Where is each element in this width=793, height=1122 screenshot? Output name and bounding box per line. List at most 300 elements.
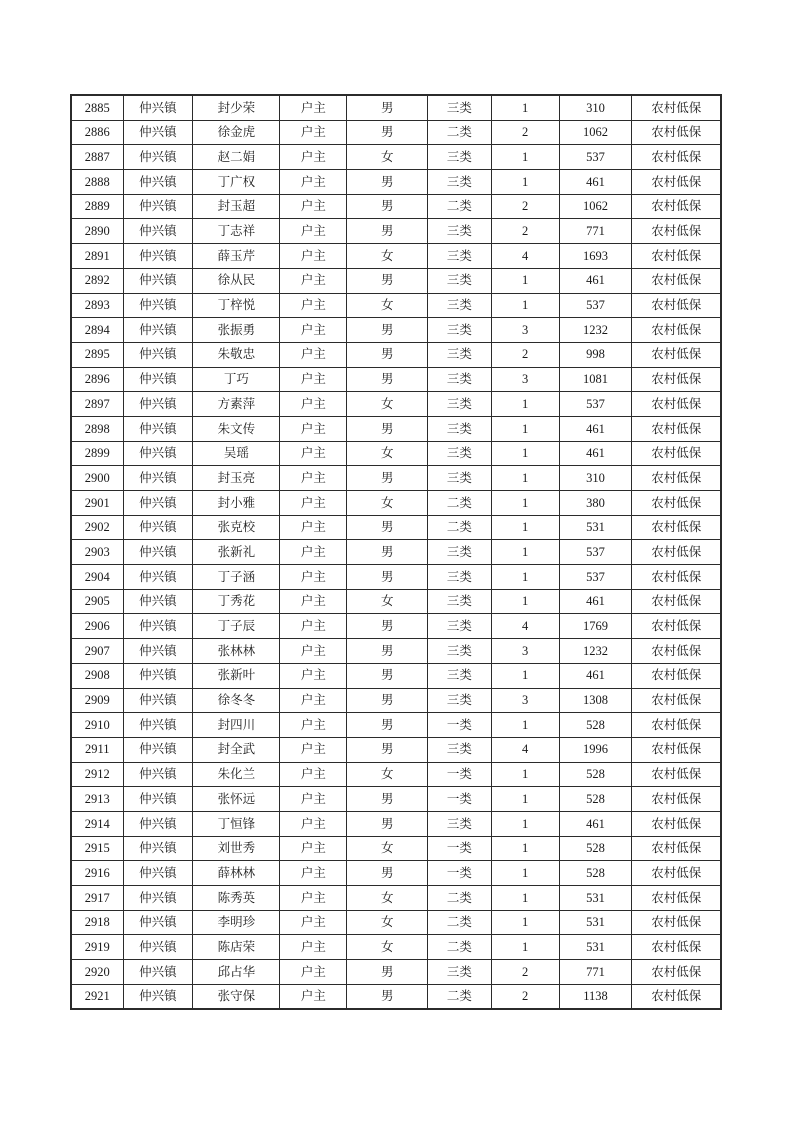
household-role-cell: 户主: [280, 244, 347, 269]
table-row: [71, 145, 721, 170]
town-cell: 仲兴镇: [123, 713, 193, 738]
table-row: [71, 811, 721, 836]
name-cell: 刘世秀: [193, 836, 280, 861]
household-role-cell: 户主: [280, 861, 347, 886]
table-row: [71, 713, 721, 738]
benefit-type-cell: 农村低保: [632, 688, 721, 713]
benefit-type-cell: 农村低保: [632, 589, 721, 614]
amount-cell: 528: [559, 787, 632, 812]
gender-cell: 男: [347, 194, 428, 219]
amount-cell: 537: [559, 293, 632, 318]
household-role-cell: 户主: [280, 515, 347, 540]
benefit-type-cell: 农村低保: [632, 836, 721, 861]
row-number-cell: 2886: [71, 120, 123, 145]
benefit-type-cell: 农村低保: [632, 194, 721, 219]
name-cell: 李明珍: [193, 910, 280, 935]
row-number-cell: 2900: [71, 466, 123, 491]
table-row: [71, 194, 721, 219]
table-row: [71, 688, 721, 713]
category-cell: 三类: [428, 441, 492, 466]
category-cell: 三类: [428, 268, 492, 293]
table-row: [71, 639, 721, 664]
gender-cell: 男: [347, 367, 428, 392]
amount-cell: 310: [559, 95, 632, 120]
person-count-cell: 1: [491, 565, 559, 590]
gender-cell: 男: [347, 713, 428, 738]
amount-cell: 531: [559, 515, 632, 540]
person-count-cell: 1: [491, 910, 559, 935]
amount-cell: 528: [559, 836, 632, 861]
table-body: [71, 95, 721, 1009]
person-count-cell: 1: [491, 170, 559, 195]
name-cell: 薛林林: [193, 861, 280, 886]
name-cell: 赵二娟: [193, 145, 280, 170]
household-role-cell: 户主: [280, 663, 347, 688]
gender-cell: 男: [347, 120, 428, 145]
town-cell: 仲兴镇: [123, 515, 193, 540]
amount-cell: 310: [559, 466, 632, 491]
amount-cell: 461: [559, 589, 632, 614]
town-cell: 仲兴镇: [123, 639, 193, 664]
table-row: [71, 416, 721, 441]
benefit-type-cell: 农村低保: [632, 663, 721, 688]
amount-cell: 537: [559, 392, 632, 417]
category-cell: 一类: [428, 836, 492, 861]
amount-cell: 1062: [559, 120, 632, 145]
person-count-cell: 3: [491, 639, 559, 664]
person-count-cell: 3: [491, 367, 559, 392]
town-cell: 仲兴镇: [123, 491, 193, 516]
name-cell: 张怀远: [193, 787, 280, 812]
household-role-cell: 户主: [280, 737, 347, 762]
town-cell: 仲兴镇: [123, 268, 193, 293]
person-count-cell: 1: [491, 589, 559, 614]
person-count-cell: 3: [491, 688, 559, 713]
town-cell: 仲兴镇: [123, 935, 193, 960]
amount-cell: 771: [559, 960, 632, 985]
household-role-cell: 户主: [280, 194, 347, 219]
household-role-cell: 户主: [280, 268, 347, 293]
town-cell: 仲兴镇: [123, 120, 193, 145]
row-number-cell: 2914: [71, 811, 123, 836]
table-row: [71, 663, 721, 688]
name-cell: 徐金虎: [193, 120, 280, 145]
category-cell: 三类: [428, 318, 492, 343]
row-number-cell: 2904: [71, 565, 123, 590]
benefit-type-cell: 农村低保: [632, 268, 721, 293]
household-role-cell: 户主: [280, 367, 347, 392]
name-cell: 张振勇: [193, 318, 280, 343]
person-count-cell: 1: [491, 762, 559, 787]
benefit-type-cell: 农村低保: [632, 170, 721, 195]
table-row: [71, 342, 721, 367]
gender-cell: 男: [347, 268, 428, 293]
category-cell: 三类: [428, 589, 492, 614]
category-cell: 二类: [428, 910, 492, 935]
person-count-cell: 1: [491, 811, 559, 836]
town-cell: 仲兴镇: [123, 342, 193, 367]
town-cell: 仲兴镇: [123, 441, 193, 466]
row-number-cell: 2915: [71, 836, 123, 861]
person-count-cell: 3: [491, 318, 559, 343]
name-cell: 封少荣: [193, 95, 280, 120]
household-role-cell: 户主: [280, 688, 347, 713]
benefit-type-cell: 农村低保: [632, 984, 721, 1009]
town-cell: 仲兴镇: [123, 219, 193, 244]
name-cell: 方素萍: [193, 392, 280, 417]
row-number-cell: 2920: [71, 960, 123, 985]
person-count-cell: 4: [491, 614, 559, 639]
town-cell: 仲兴镇: [123, 416, 193, 441]
town-cell: 仲兴镇: [123, 663, 193, 688]
town-cell: 仲兴镇: [123, 737, 193, 762]
benefit-type-cell: 农村低保: [632, 392, 721, 417]
amount-cell: 771: [559, 219, 632, 244]
category-cell: 三类: [428, 614, 492, 639]
household-role-cell: 户主: [280, 589, 347, 614]
table-row: [71, 737, 721, 762]
gender-cell: 男: [347, 416, 428, 441]
household-role-cell: 户主: [280, 836, 347, 861]
benefit-type-cell: 农村低保: [632, 318, 721, 343]
household-role-cell: 户主: [280, 565, 347, 590]
town-cell: 仲兴镇: [123, 367, 193, 392]
category-cell: 三类: [428, 639, 492, 664]
name-cell: 丁子辰: [193, 614, 280, 639]
amount-cell: 1138: [559, 984, 632, 1009]
gender-cell: 女: [347, 441, 428, 466]
name-cell: 张守保: [193, 984, 280, 1009]
row-number-cell: 2891: [71, 244, 123, 269]
category-cell: 三类: [428, 219, 492, 244]
person-count-cell: 1: [491, 466, 559, 491]
town-cell: 仲兴镇: [123, 170, 193, 195]
row-number-cell: 2921: [71, 984, 123, 1009]
row-number-cell: 2919: [71, 935, 123, 960]
name-cell: 封小雅: [193, 491, 280, 516]
benefit-type-cell: 农村低保: [632, 145, 721, 170]
amount-cell: 1769: [559, 614, 632, 639]
gender-cell: 男: [347, 663, 428, 688]
table-row: [71, 268, 721, 293]
name-cell: 邱占华: [193, 960, 280, 985]
name-cell: 丁秀花: [193, 589, 280, 614]
amount-cell: 531: [559, 886, 632, 911]
name-cell: 丁志祥: [193, 219, 280, 244]
table-row: [71, 367, 721, 392]
benefit-type-cell: 农村低保: [632, 639, 721, 664]
name-cell: 丁子涵: [193, 565, 280, 590]
benefit-type-cell: 农村低保: [632, 787, 721, 812]
household-role-cell: 户主: [280, 787, 347, 812]
town-cell: 仲兴镇: [123, 95, 193, 120]
person-count-cell: 1: [491, 713, 559, 738]
name-cell: 吴瑶: [193, 441, 280, 466]
gender-cell: 女: [347, 145, 428, 170]
row-number-cell: 2916: [71, 861, 123, 886]
town-cell: 仲兴镇: [123, 565, 193, 590]
table-row: [71, 392, 721, 417]
gender-cell: 男: [347, 614, 428, 639]
row-number-cell: 2885: [71, 95, 123, 120]
table-row: [71, 219, 721, 244]
town-cell: 仲兴镇: [123, 244, 193, 269]
name-cell: 张新叶: [193, 663, 280, 688]
benefit-type-cell: 农村低保: [632, 910, 721, 935]
name-cell: 张林林: [193, 639, 280, 664]
town-cell: 仲兴镇: [123, 466, 193, 491]
row-number-cell: 2910: [71, 713, 123, 738]
amount-cell: 461: [559, 811, 632, 836]
category-cell: 三类: [428, 960, 492, 985]
category-cell: 三类: [428, 737, 492, 762]
amount-cell: 1062: [559, 194, 632, 219]
table-row: [71, 293, 721, 318]
benefit-type-cell: 农村低保: [632, 342, 721, 367]
benefit-type-cell: 农村低保: [632, 737, 721, 762]
table-row: [71, 935, 721, 960]
table-row: [71, 120, 721, 145]
category-cell: 三类: [428, 392, 492, 417]
table-row: [71, 244, 721, 269]
person-count-cell: 1: [491, 663, 559, 688]
household-role-cell: 户主: [280, 318, 347, 343]
category-cell: 三类: [428, 145, 492, 170]
person-count-cell: 1: [491, 491, 559, 516]
town-cell: 仲兴镇: [123, 194, 193, 219]
household-role-cell: 户主: [280, 342, 347, 367]
row-number-cell: 2901: [71, 491, 123, 516]
household-role-cell: 户主: [280, 614, 347, 639]
name-cell: 朱敬忠: [193, 342, 280, 367]
name-cell: 封四川: [193, 713, 280, 738]
amount-cell: 461: [559, 663, 632, 688]
benefit-type-cell: 农村低保: [632, 886, 721, 911]
benefit-type-cell: 农村低保: [632, 960, 721, 985]
row-number-cell: 2897: [71, 392, 123, 417]
gender-cell: 男: [347, 318, 428, 343]
category-cell: 二类: [428, 515, 492, 540]
name-cell: 封玉亮: [193, 466, 280, 491]
category-cell: 二类: [428, 935, 492, 960]
gender-cell: 女: [347, 886, 428, 911]
table-row: [71, 441, 721, 466]
town-cell: 仲兴镇: [123, 145, 193, 170]
gender-cell: 男: [347, 811, 428, 836]
household-role-cell: 户主: [280, 120, 347, 145]
person-count-cell: 2: [491, 342, 559, 367]
town-cell: 仲兴镇: [123, 614, 193, 639]
person-count-cell: 2: [491, 120, 559, 145]
benefit-type-cell: 农村低保: [632, 219, 721, 244]
household-role-cell: 户主: [280, 811, 347, 836]
amount-cell: 537: [559, 145, 632, 170]
name-cell: 张克校: [193, 515, 280, 540]
gender-cell: 女: [347, 910, 428, 935]
town-cell: 仲兴镇: [123, 910, 193, 935]
town-cell: 仲兴镇: [123, 318, 193, 343]
gender-cell: 男: [347, 515, 428, 540]
amount-cell: 1232: [559, 639, 632, 664]
household-role-cell: 户主: [280, 984, 347, 1009]
row-number-cell: 2918: [71, 910, 123, 935]
amount-cell: 528: [559, 713, 632, 738]
row-number-cell: 2911: [71, 737, 123, 762]
town-cell: 仲兴镇: [123, 688, 193, 713]
person-count-cell: 4: [491, 244, 559, 269]
town-cell: 仲兴镇: [123, 762, 193, 787]
name-cell: 丁恒锋: [193, 811, 280, 836]
benefit-type-cell: 农村低保: [632, 441, 721, 466]
table-row: [71, 614, 721, 639]
person-count-cell: 1: [491, 268, 559, 293]
category-cell: 三类: [428, 367, 492, 392]
table-row: [71, 861, 721, 886]
gender-cell: 女: [347, 836, 428, 861]
table-row: [71, 491, 721, 516]
row-number-cell: 2907: [71, 639, 123, 664]
row-number-cell: 2898: [71, 416, 123, 441]
household-role-cell: 户主: [280, 441, 347, 466]
household-role-cell: 户主: [280, 886, 347, 911]
benefit-type-cell: 农村低保: [632, 515, 721, 540]
household-role-cell: 户主: [280, 639, 347, 664]
person-count-cell: 4: [491, 737, 559, 762]
benefit-type-cell: 农村低保: [632, 293, 721, 318]
household-role-cell: 户主: [280, 960, 347, 985]
category-cell: 二类: [428, 491, 492, 516]
household-role-cell: 户主: [280, 392, 347, 417]
amount-cell: 528: [559, 861, 632, 886]
benefit-type-cell: 农村低保: [632, 466, 721, 491]
category-cell: 三类: [428, 688, 492, 713]
person-count-cell: 1: [491, 95, 559, 120]
category-cell: 二类: [428, 194, 492, 219]
table-row: [71, 984, 721, 1009]
household-role-cell: 户主: [280, 293, 347, 318]
gender-cell: 女: [347, 392, 428, 417]
household-role-cell: 户主: [280, 466, 347, 491]
person-count-cell: 1: [491, 145, 559, 170]
gender-cell: 男: [347, 861, 428, 886]
town-cell: 仲兴镇: [123, 984, 193, 1009]
table-row: [71, 95, 721, 120]
gender-cell: 男: [347, 95, 428, 120]
gender-cell: 男: [347, 984, 428, 1009]
row-number-cell: 2902: [71, 515, 123, 540]
town-cell: 仲兴镇: [123, 861, 193, 886]
table-row: [71, 318, 721, 343]
benefit-type-cell: 农村低保: [632, 713, 721, 738]
benefit-type-cell: 农村低保: [632, 811, 721, 836]
town-cell: 仲兴镇: [123, 960, 193, 985]
household-role-cell: 户主: [280, 170, 347, 195]
household-role-cell: 户主: [280, 416, 347, 441]
gender-cell: 女: [347, 293, 428, 318]
gender-cell: 男: [347, 688, 428, 713]
category-cell: 三类: [428, 565, 492, 590]
row-number-cell: 2896: [71, 367, 123, 392]
household-role-cell: 户主: [280, 935, 347, 960]
gender-cell: 男: [347, 219, 428, 244]
benefit-table: [70, 94, 722, 1010]
benefit-type-cell: 农村低保: [632, 120, 721, 145]
benefit-type-cell: 农村低保: [632, 244, 721, 269]
row-number-cell: 2888: [71, 170, 123, 195]
row-number-cell: 2894: [71, 318, 123, 343]
gender-cell: 女: [347, 762, 428, 787]
amount-cell: 537: [559, 540, 632, 565]
row-number-cell: 2906: [71, 614, 123, 639]
category-cell: 三类: [428, 663, 492, 688]
amount-cell: 461: [559, 441, 632, 466]
name-cell: 陈秀英: [193, 886, 280, 911]
amount-cell: 1308: [559, 688, 632, 713]
name-cell: 徐从民: [193, 268, 280, 293]
person-count-cell: 2: [491, 194, 559, 219]
category-cell: 三类: [428, 244, 492, 269]
person-count-cell: 1: [491, 836, 559, 861]
category-cell: 二类: [428, 984, 492, 1009]
person-count-cell: 2: [491, 219, 559, 244]
table-row: [71, 170, 721, 195]
gender-cell: 女: [347, 935, 428, 960]
gender-cell: 男: [347, 737, 428, 762]
person-count-cell: 2: [491, 960, 559, 985]
amount-cell: 461: [559, 170, 632, 195]
row-number-cell: 2913: [71, 787, 123, 812]
town-cell: 仲兴镇: [123, 589, 193, 614]
name-cell: 朱文传: [193, 416, 280, 441]
gender-cell: 男: [347, 170, 428, 195]
household-role-cell: 户主: [280, 540, 347, 565]
category-cell: 三类: [428, 95, 492, 120]
category-cell: 三类: [428, 540, 492, 565]
town-cell: 仲兴镇: [123, 787, 193, 812]
household-role-cell: 户主: [280, 713, 347, 738]
person-count-cell: 1: [491, 441, 559, 466]
town-cell: 仲兴镇: [123, 886, 193, 911]
category-cell: 一类: [428, 713, 492, 738]
row-number-cell: 2908: [71, 663, 123, 688]
row-number-cell: 2887: [71, 145, 123, 170]
table-row: [71, 540, 721, 565]
row-number-cell: 2890: [71, 219, 123, 244]
amount-cell: 537: [559, 565, 632, 590]
benefit-type-cell: 农村低保: [632, 491, 721, 516]
category-cell: 二类: [428, 120, 492, 145]
table-row: [71, 910, 721, 935]
table-row: [71, 762, 721, 787]
name-cell: 薛玉芹: [193, 244, 280, 269]
amount-cell: 998: [559, 342, 632, 367]
benefit-type-cell: 农村低保: [632, 935, 721, 960]
row-number-cell: 2905: [71, 589, 123, 614]
category-cell: 一类: [428, 787, 492, 812]
table-row: [71, 565, 721, 590]
amount-cell: 531: [559, 935, 632, 960]
person-count-cell: 1: [491, 293, 559, 318]
name-cell: 封玉超: [193, 194, 280, 219]
gender-cell: 男: [347, 639, 428, 664]
row-number-cell: 2895: [71, 342, 123, 367]
row-number-cell: 2909: [71, 688, 123, 713]
name-cell: 丁巧: [193, 367, 280, 392]
row-number-cell: 2899: [71, 441, 123, 466]
category-cell: 二类: [428, 886, 492, 911]
name-cell: 丁广权: [193, 170, 280, 195]
gender-cell: 男: [347, 342, 428, 367]
